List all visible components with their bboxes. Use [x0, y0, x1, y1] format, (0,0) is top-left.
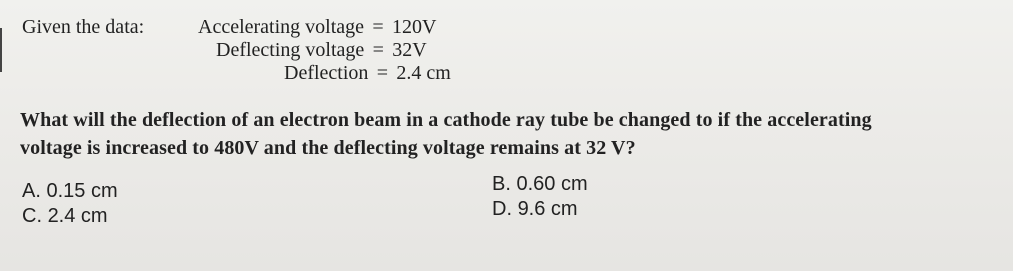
data-value: 2.4 cm	[396, 62, 451, 84]
data-name: Accelerating voltage	[198, 16, 365, 38]
option-d[interactable]	[492, 198, 578, 221]
data-value: 120V	[392, 16, 437, 38]
option-label: A.	[22, 180, 41, 202]
given-label: Given the data:	[22, 16, 145, 38]
data-name: Deflecting voltage	[216, 39, 365, 61]
question-line-1: What will the deflection of an electron beam in a cathode ray tube be changed to if the accelerating	[20, 109, 872, 131]
question-text	[20, 106, 872, 162]
data-row-deflecting-voltage	[216, 39, 427, 62]
data-name: Deflection	[284, 62, 369, 84]
option-value: 9.6 cm	[517, 198, 578, 220]
option-c[interactable]	[22, 205, 108, 228]
option-a[interactable]	[22, 180, 118, 203]
data-row-deflection	[284, 62, 451, 85]
option-label: D.	[492, 198, 512, 220]
data-value: 32V	[392, 39, 427, 61]
option-b[interactable]	[492, 173, 588, 196]
question-line-2: voltage is increased to 480V and the deflecting voltage remains at 32 V?	[20, 137, 636, 159]
option-value: 2.4 cm	[47, 205, 108, 227]
option-label: B.	[492, 173, 511, 195]
option-label: C.	[22, 205, 42, 227]
data-row-accelerating-voltage	[198, 16, 436, 39]
equals-sign: =	[372, 39, 384, 61]
option-value: 0.60 cm	[516, 173, 588, 195]
equals-sign: =	[376, 62, 389, 84]
option-value: 0.15 cm	[46, 180, 118, 202]
equals-sign: =	[372, 16, 384, 38]
margin-mark	[0, 28, 14, 72]
